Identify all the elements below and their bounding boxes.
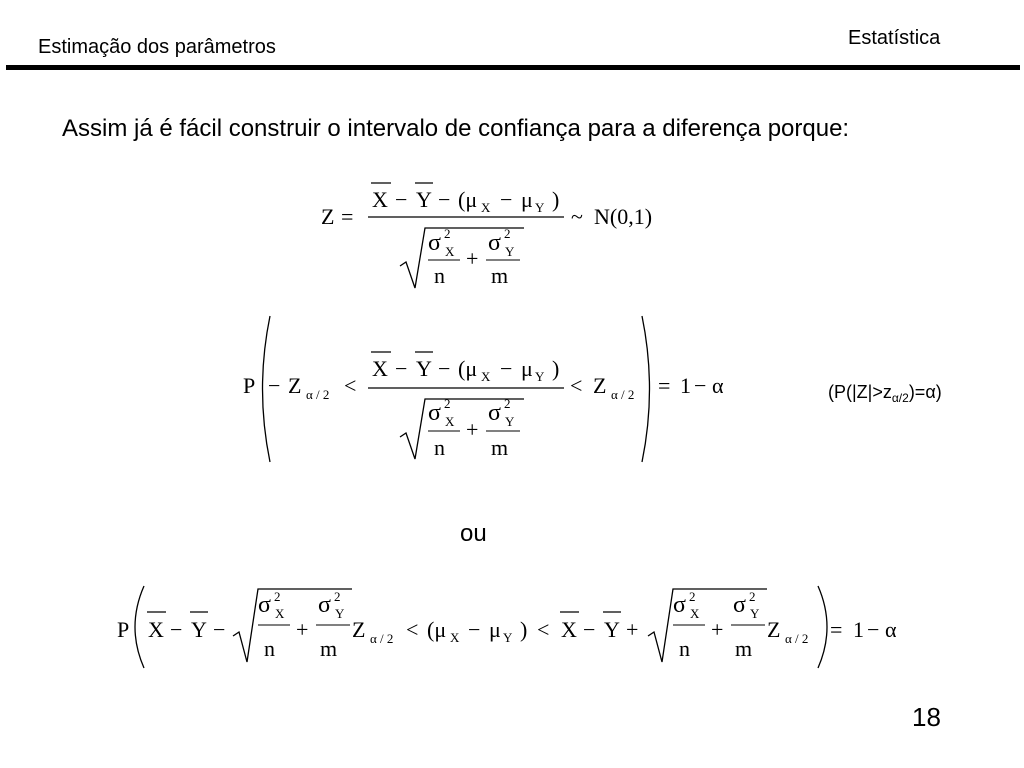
svg-text:Z: Z [593, 373, 607, 398]
svg-text:Y: Y [505, 414, 515, 429]
svg-text:−: − [395, 356, 408, 381]
svg-text:X: X [148, 617, 164, 642]
svg-text:n: n [434, 435, 445, 460]
svg-text:n: n [679, 636, 690, 661]
svg-text:X: X [372, 187, 388, 212]
svg-text:P: P [117, 617, 130, 642]
svg-text:<: < [406, 617, 419, 642]
svg-text:Z: Z [352, 617, 366, 642]
svg-text:α / 2: α / 2 [611, 387, 635, 402]
svg-text:−: − [438, 187, 451, 212]
svg-text:σ: σ [428, 230, 441, 256]
svg-text:−: − [268, 373, 281, 398]
intro-text: Assim já é fácil construir o intervalo de confiança para a diferença porque: [62, 115, 850, 142]
svg-text:2: 2 [504, 396, 511, 411]
svg-text:+: + [626, 617, 639, 642]
svg-text:Z: Z [767, 617, 781, 642]
svg-text:Z: Z [321, 204, 335, 229]
svg-text:(μ: (μ [458, 356, 478, 381]
svg-text:m: m [491, 263, 509, 288]
svg-text:Y: Y [535, 200, 545, 215]
svg-text:X: X [561, 617, 577, 642]
course-title: Estatística [848, 27, 941, 49]
svg-text:1: 1 [853, 617, 864, 642]
svg-text:): ) [520, 617, 528, 642]
svg-text:1: 1 [680, 373, 691, 398]
svg-text:σ: σ [258, 592, 271, 618]
svg-text:n: n [434, 263, 445, 288]
svg-text:σ: σ [488, 400, 501, 426]
svg-text:α: α [712, 373, 724, 398]
svg-text:Y: Y [416, 356, 432, 381]
svg-text:2: 2 [274, 589, 281, 604]
svg-text:+: + [466, 246, 479, 271]
svg-text:(μ: (μ [458, 187, 478, 212]
svg-text:): ) [552, 187, 560, 212]
svg-text:X: X [445, 244, 455, 259]
side-note-end: )=α) [908, 382, 942, 402]
side-note-text: (P(|Z|>z [828, 382, 892, 402]
svg-text:=: = [830, 617, 843, 642]
svg-text:<: < [537, 617, 550, 642]
svg-text:Z: Z [288, 373, 302, 398]
svg-text:N(0,1): N(0,1) [594, 204, 653, 229]
svg-text:2: 2 [689, 589, 696, 604]
svg-text:Y: Y [604, 617, 620, 642]
svg-text:2: 2 [444, 226, 451, 241]
svg-text:<: < [344, 373, 357, 398]
svg-text:σ: σ [318, 592, 331, 618]
svg-text:−: − [694, 373, 707, 398]
svg-text:μ: μ [521, 356, 533, 381]
svg-text:σ: σ [428, 400, 441, 426]
svg-text:Y: Y [191, 617, 207, 642]
svg-text:n: n [264, 636, 275, 661]
svg-text:σ: σ [733, 592, 746, 618]
svg-text:−: − [500, 356, 513, 381]
svg-text:=: = [341, 204, 354, 229]
svg-text:−: − [395, 187, 408, 212]
svg-text:σ: σ [673, 592, 686, 618]
svg-text:Y: Y [335, 606, 345, 621]
svg-text:X: X [450, 630, 460, 645]
svg-text:+: + [711, 617, 724, 642]
svg-text:m: m [320, 636, 338, 661]
svg-text:α / 2: α / 2 [785, 631, 809, 646]
svg-text:−: − [867, 617, 880, 642]
svg-text:+: + [466, 417, 479, 442]
svg-text:(μ: (μ [427, 617, 447, 642]
svg-text:X: X [690, 606, 700, 621]
svg-text:−: − [170, 617, 183, 642]
svg-text:2: 2 [504, 226, 511, 241]
svg-text:~: ~ [571, 204, 583, 229]
svg-text:X: X [481, 369, 491, 384]
svg-text:X: X [445, 414, 455, 429]
svg-text:σ: σ [488, 230, 501, 256]
equation-probability-statement [243, 316, 724, 462]
svg-text:X: X [275, 606, 285, 621]
svg-text:2: 2 [334, 589, 341, 604]
svg-text:m: m [735, 636, 753, 661]
svg-text:<: < [570, 373, 583, 398]
svg-text:μ: μ [489, 617, 501, 642]
side-note-subscript: α/2 [891, 391, 909, 405]
svg-text:2: 2 [749, 589, 756, 604]
svg-text:−: − [583, 617, 596, 642]
svg-text:+: + [296, 617, 309, 642]
svg-text:μ: μ [521, 187, 533, 212]
svg-text:Y: Y [750, 606, 760, 621]
section-title: Estimação dos parâmetros [38, 36, 276, 58]
connector-text: ou [460, 520, 487, 547]
svg-text:X: X [372, 356, 388, 381]
svg-text:X: X [481, 200, 491, 215]
svg-text:−: − [500, 187, 513, 212]
svg-text:α / 2: α / 2 [306, 387, 330, 402]
svg-text:α: α [885, 617, 897, 642]
svg-text:m: m [491, 435, 509, 460]
svg-text:Y: Y [416, 187, 432, 212]
equation-z-statistic [321, 183, 652, 288]
svg-text:P: P [243, 373, 256, 398]
svg-text:−: − [438, 356, 451, 381]
equation-confidence-interval [117, 586, 897, 668]
svg-text:Y: Y [503, 630, 513, 645]
svg-text:−: − [468, 617, 481, 642]
svg-text:=: = [658, 373, 671, 398]
svg-text:α / 2: α / 2 [370, 631, 394, 646]
svg-text:−: − [213, 617, 226, 642]
svg-text:Y: Y [535, 369, 545, 384]
svg-text:Y: Y [505, 244, 515, 259]
page-number: 18 [912, 702, 941, 732]
side-note [828, 382, 942, 403]
svg-text:): ) [552, 356, 560, 381]
svg-text:2: 2 [444, 396, 451, 411]
